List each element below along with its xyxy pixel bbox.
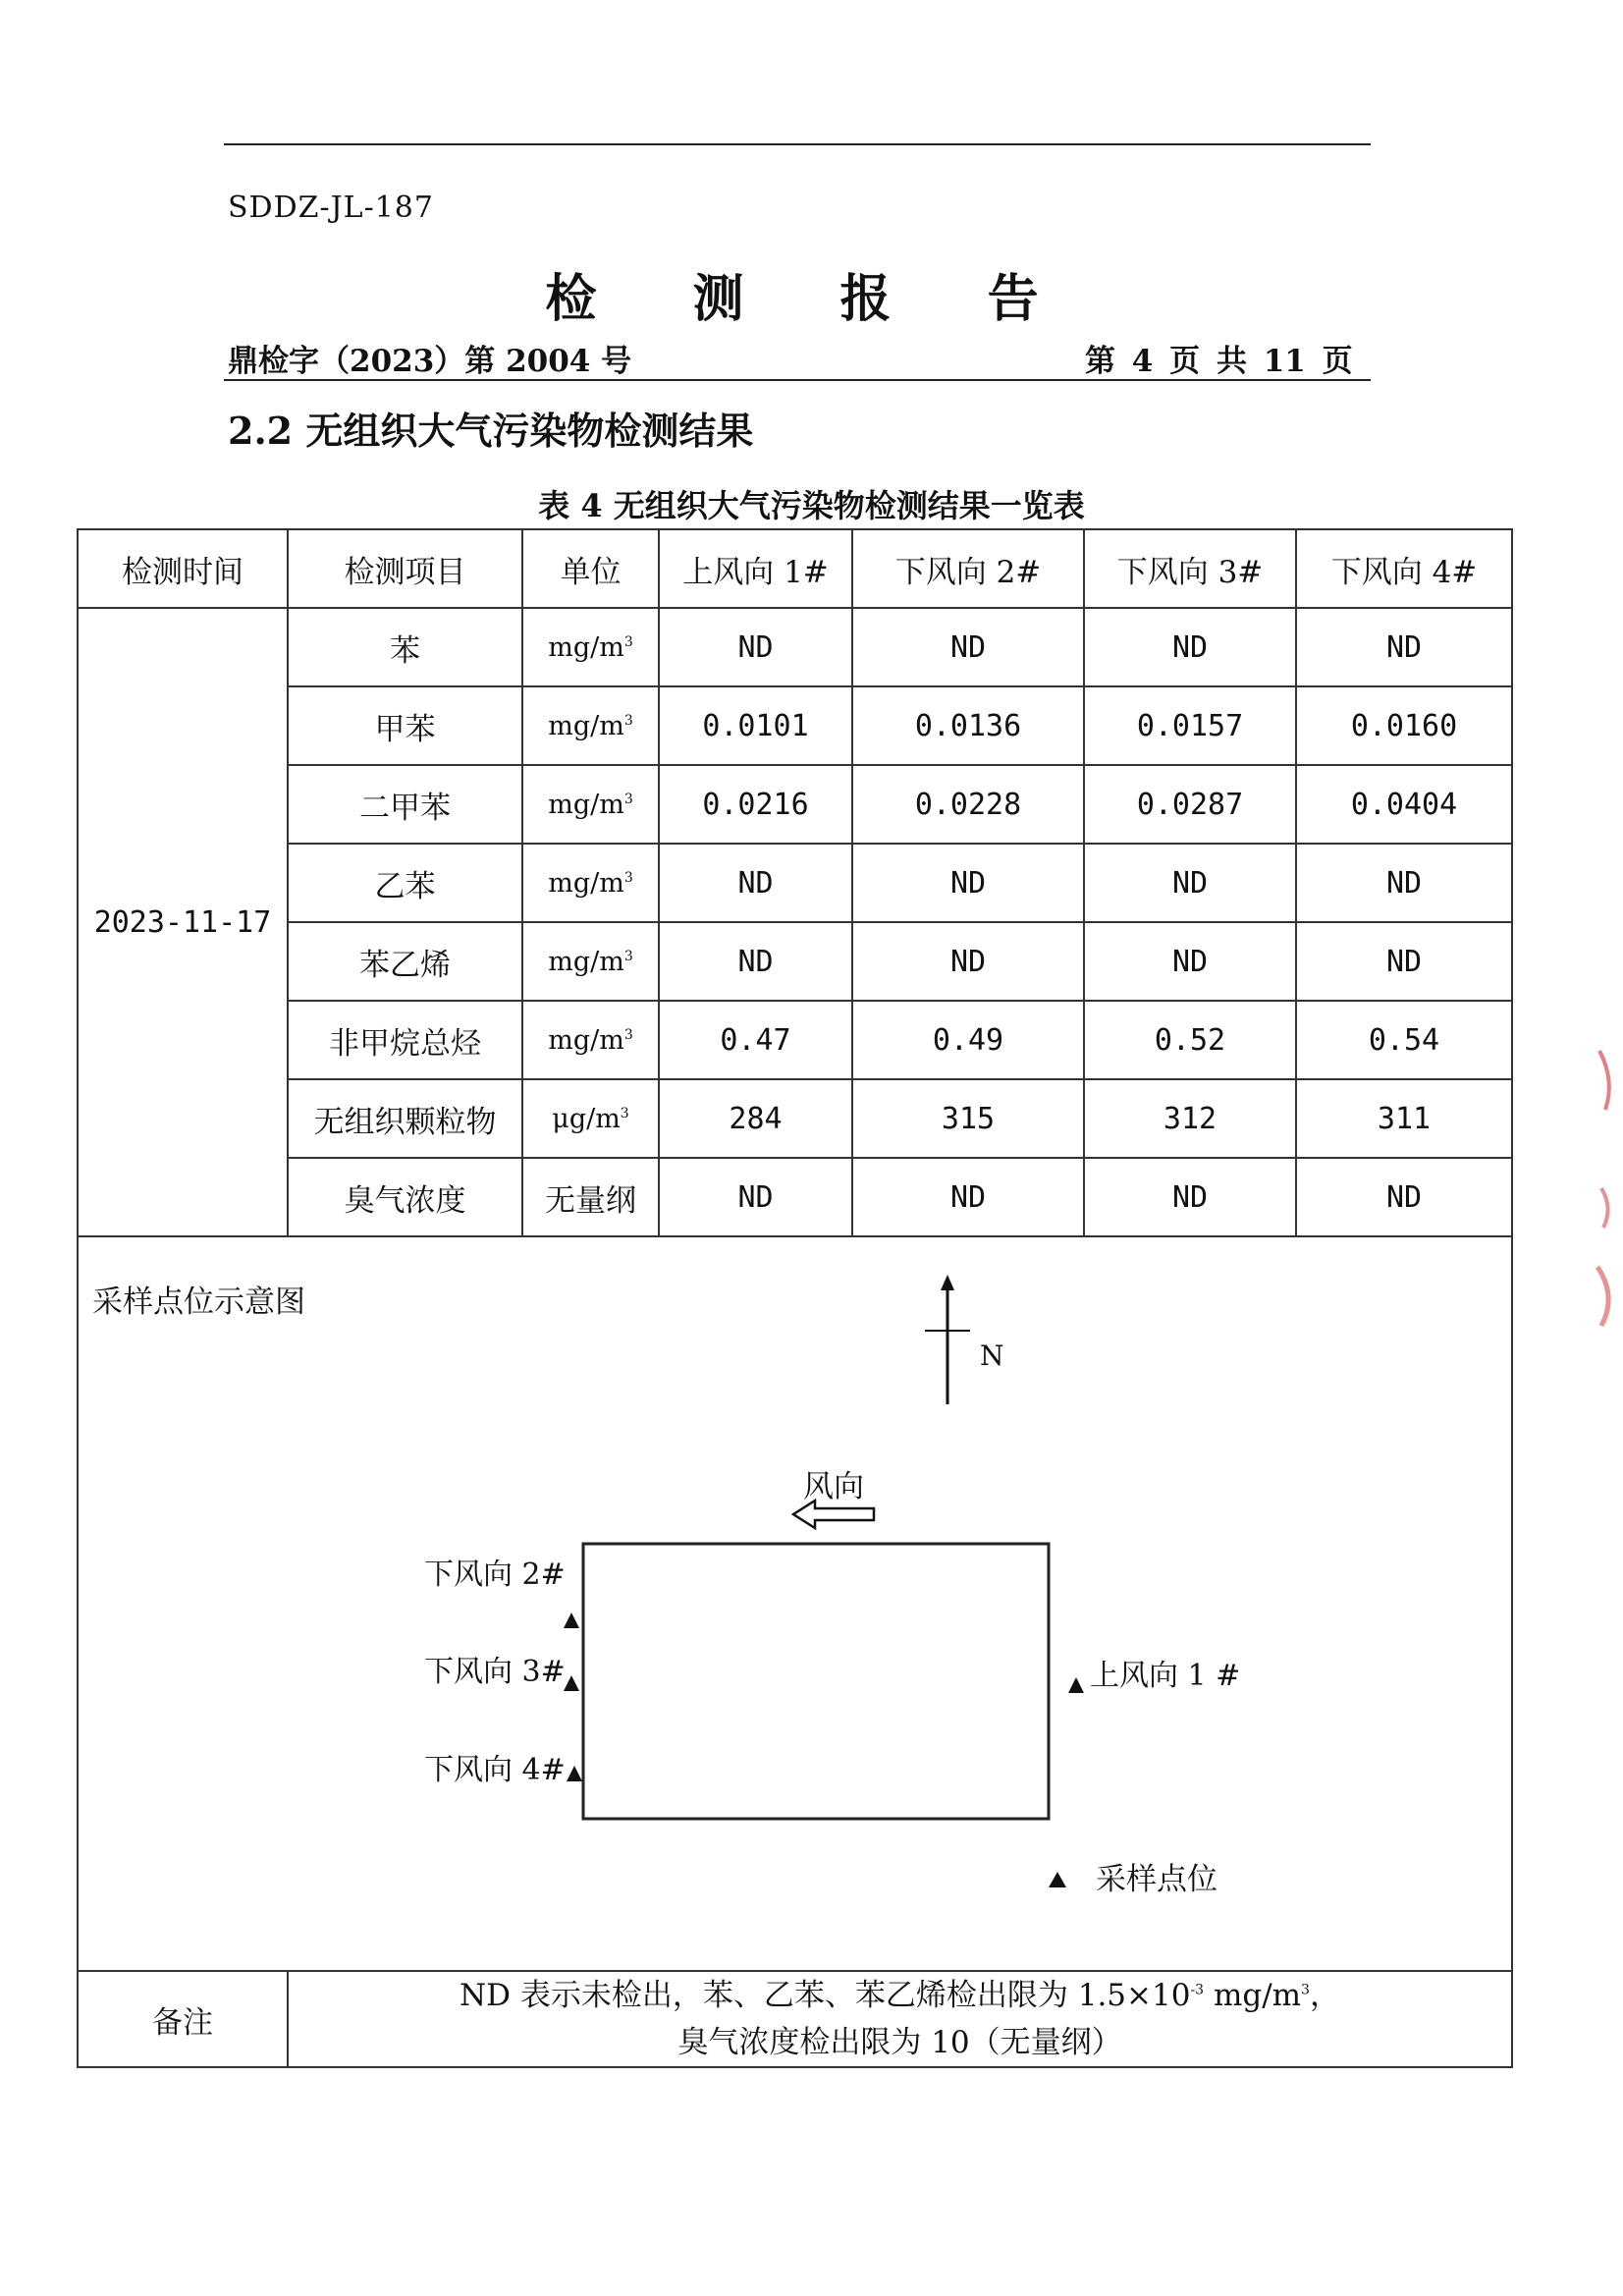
value-cell: ND — [659, 1158, 852, 1236]
value-cell: ND — [659, 844, 852, 922]
value-cell: 0.0136 — [852, 686, 1084, 765]
item-name: 苯乙烯 — [288, 922, 522, 1001]
item-name: 臭气浓度 — [288, 1158, 522, 1236]
col-header-upwind-1: 上风向 1# — [659, 529, 852, 608]
value-cell: ND — [852, 608, 1084, 686]
value-cell: 0.54 — [1296, 1001, 1512, 1079]
table-row — [78, 922, 1512, 1001]
remarks-line-1: ND 表示未检出，苯、乙苯、苯乙烯检出限为 $1.5\times 10^{-3}$ $mg/m^3$， — [460, 1978, 1340, 2013]
value-cell: 312 — [1084, 1079, 1296, 1158]
value-cell: ND — [1296, 1158, 1512, 1236]
item-name: 乙苯 — [288, 844, 522, 922]
value-cell: ND — [1296, 608, 1512, 686]
diagram-row — [78, 1236, 1512, 1971]
value-cell: ND — [1296, 844, 1512, 922]
value-cell: 284 — [659, 1079, 852, 1158]
report-number-underline — [224, 379, 1371, 381]
wind-arrow-icon — [793, 1501, 874, 1528]
remarks-label: 备注 — [78, 1971, 288, 2067]
legend-triangle-icon — [1049, 1872, 1066, 1887]
col-header-time: 检测时间 — [78, 529, 288, 608]
north-arrow-icon — [925, 1275, 970, 1404]
value-cell: 0.0101 — [659, 686, 852, 765]
remarks-text — [288, 1971, 1512, 2067]
unit-cell: $mg/m^3$ — [522, 765, 659, 844]
item-name: 苯 — [288, 608, 522, 686]
col-header-downwind-4: 下风向 4# — [1296, 529, 1512, 608]
unit-cell: $mg/m^3$ — [522, 922, 659, 1001]
table-row — [78, 1079, 1512, 1158]
triangle-marker-icon — [567, 1766, 582, 1781]
unit-cell: $\mu g/m^3$ — [522, 1079, 659, 1158]
north-label: N — [980, 1339, 1004, 1372]
report-number: 鼎检字（2023）第 2004 号 — [228, 344, 632, 379]
results-table — [77, 528, 1513, 2068]
diagram-label: 采样点位示意图 — [92, 1285, 305, 1320]
value-cell: ND — [1084, 608, 1296, 686]
unit-cell: 无量纲 — [522, 1158, 659, 1236]
value-cell: 0.52 — [1084, 1001, 1296, 1079]
value-cell: 0.0404 — [1296, 765, 1512, 844]
site-boundary — [583, 1544, 1049, 1819]
page-info: 第 4 页 共 11 页 — [1085, 344, 1353, 379]
value-cell: 0.49 — [852, 1001, 1084, 1079]
unit-cell: $mg/m^3$ — [522, 686, 659, 765]
table-caption: 表 4 无组织大气污染物检测结果一览表 — [538, 487, 1085, 524]
value-cell: ND — [659, 922, 852, 1001]
value-cell: 315 — [852, 1079, 1084, 1158]
table-row — [78, 686, 1512, 765]
value-cell: 0.0216 — [659, 765, 852, 844]
col-header-item: 检测项目 — [288, 529, 522, 608]
item-name: 无组织颗粒物 — [288, 1079, 522, 1158]
value-cell: 0.0287 — [1084, 765, 1296, 844]
seal-stamp — [1596, 1041, 1623, 1355]
value-cell: ND — [852, 922, 1084, 1001]
unit-cell: $mg/m^3$ — [522, 608, 659, 686]
table-row — [78, 844, 1512, 922]
col-header-downwind-2: 下风向 2# — [852, 529, 1084, 608]
diagram-svg — [79, 1237, 1513, 1972]
value-cell: 0.0157 — [1084, 686, 1296, 765]
table-row — [78, 765, 1512, 844]
value-cell: 0.47 — [659, 1001, 852, 1079]
header-rule — [224, 143, 1371, 145]
point-label-upwind-1: 上风向 1 # — [1090, 1659, 1241, 1693]
col-header-unit: 单位 — [522, 529, 659, 608]
table-row — [78, 1158, 1512, 1236]
point-label-downwind-3: 下风向 3# — [424, 1655, 566, 1689]
value-cell: ND — [1296, 922, 1512, 1001]
unit-cell: $mg/m^3$ — [522, 844, 659, 922]
section-title: 2.2 无组织大气污染物检测结果 — [228, 409, 754, 453]
point-label-downwind-2: 下风向 2# — [424, 1558, 566, 1592]
value-cell: ND — [1084, 844, 1296, 922]
value-cell: ND — [852, 1158, 1084, 1236]
item-name: 二甲苯 — [288, 765, 522, 844]
value-cell: ND — [659, 608, 852, 686]
point-label-downwind-4: 下风向 4# — [424, 1753, 566, 1787]
sampling-diagram — [78, 1236, 1512, 1971]
value-cell: ND — [852, 844, 1084, 922]
value-cell: ND — [1084, 1158, 1296, 1236]
value-cell: ND — [1084, 922, 1296, 1001]
doc-code: SDDZ-JL-187 — [228, 191, 434, 225]
triangle-marker-icon — [1068, 1677, 1084, 1693]
value-cell: 311 — [1296, 1079, 1512, 1158]
page-title: 检 测 报 告 — [545, 269, 1078, 329]
value-cell: 0.0228 — [852, 765, 1084, 844]
legend-label: 采样点位 — [1096, 1862, 1217, 1897]
value-cell: 0.0160 — [1296, 686, 1512, 765]
remarks-line-2: 臭气浓度检出限为 10（无量纲） — [677, 2025, 1122, 2060]
triangle-marker-icon — [564, 1613, 579, 1628]
item-name: 非甲烷总烃 — [288, 1001, 522, 1079]
col-header-downwind-3: 下风向 3# — [1084, 529, 1296, 608]
table-row — [78, 608, 1512, 686]
unit-cell: $mg/m^3$ — [522, 1001, 659, 1079]
remarks-row — [78, 1971, 1512, 2067]
triangle-marker-icon — [564, 1675, 579, 1691]
item-name: 甲苯 — [288, 686, 522, 765]
table-header-row — [78, 529, 1512, 608]
table-row — [78, 1001, 1512, 1079]
sample-date: 2023-11-17 — [78, 608, 288, 1236]
wind-label: 风向 — [803, 1469, 864, 1504]
